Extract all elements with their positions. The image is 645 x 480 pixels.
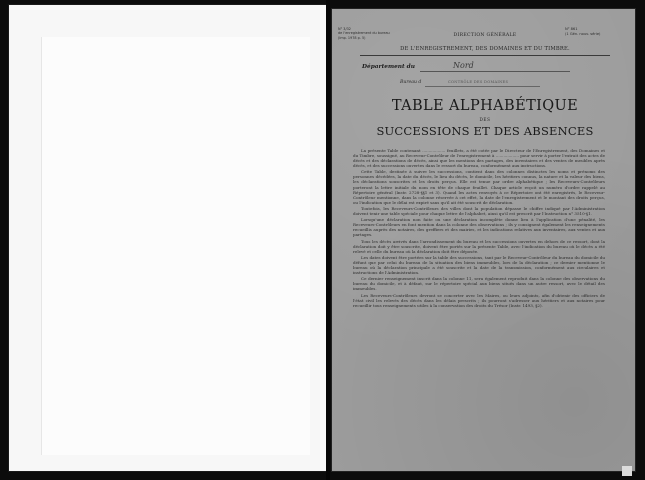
document-subtitle: SUCCESSIONS ET DES ABSENCES	[376, 124, 594, 138]
document-title: TABLE ALPHABÉTIQUE	[391, 98, 579, 114]
department-underline	[420, 71, 570, 72]
header-rule	[360, 55, 610, 56]
instruction-paragraph: Ce dernier renseignement inscrit dans la colonne 11, sera également reproduit dans la colonne des observations du bureau du domicile, et à défaut, sur le répertoire spécial aux biens situés dans un autre ressort, avec le détail des immeubles.	[353, 276, 605, 292]
department-label: Département du	[362, 64, 415, 70]
instruction-paragraph: Cette Table, destinée à suivre les successions, contient dans des colonnes distinctes les noms et prénoms des personnes décédées, la date du décès, le lieu du décès, le domicile, les héritiers connus, la nature et la valeur des biens, les déclarations souscrites et les droits perçus. Elle est tenue par ordre alphabétique ; les Receveurs-Contrôleurs porteront la lettre initiale du nom en tête de chaque feuillet. Chaque article reçoit un numéro d'ordre rappelé au Répertoire général (Instr. 2728-§§1 et 3). Quand les actes renvoyés à ce Répertoire ont été enregistrés, le Receveur-Contrôleur mentionne, dans la colonne réservée à cet effet, la date de l'enregistrement et le montant des droits perçus, ou l'indication que le délai est expiré sans qu'il ait été souscrit de déclaration.	[353, 169, 605, 205]
instructions-text	[353, 148, 605, 460]
bureau-label: Bureau d	[400, 80, 422, 85]
header-left-note	[338, 27, 390, 40]
instruction-paragraph: Les dates doivent être portées sur la table des successions, tant par le Receveur-Contrôleur du bureau du domicile du défunt que par celui du bureau de la situation des biens immeubles, lors de la déclaration ; ce dernier mentionne le bureau où la déclaration principale a été souscrite et la date de la transmission, conformément aux circulaires et instructions de l'Administration.	[353, 254, 605, 276]
instruction-paragraph: La présente Table contenant .................. feuillets, a été cotée par le Directeur de l'Enregistrement, des Domaines et du Timbre, soussigné, au Receveur-Contrôleur de l'enregistrement à .................. pour servir à porter l'extrait des actes de décès et des déclarations de décès, ainsi que les mentions des partages, des inventaires et des ventes de meubles après décès, et des successions ouvertes dans le ressort du bureau, conformément aux instructions.	[353, 148, 605, 169]
header-left-line: (Imp. 1978 p. 5)	[338, 35, 366, 40]
left-page-inner-sheet	[41, 37, 310, 455]
bureau-stamp: CONTRÔLE DES DOMAINES	[448, 80, 509, 84]
instruction-paragraph: Les Receveurs-Contrôleurs devront se concerter avec les Maires, ou leurs adjoints, afin d'obtenir des officiers de l'état civil les relevés des décès dans les délais prescrits ; ils pourront s'adresser aux héritiers et aux notaires pour recueillir tous renseignements utiles à la conservation des droits du Trésor (Instr. 1493, §2).	[353, 292, 605, 308]
left-page-blank	[8, 4, 328, 472]
form-number: N° 861	[565, 27, 578, 31]
administration-heading: DE L'ENREGISTREMENT, DES DOMAINES ET DU TIMBRE.	[400, 46, 570, 52]
direction-heading: DIRECTION GÉNÉRALE	[453, 33, 517, 38]
page-corner-tab	[622, 466, 632, 476]
header-left-line: de l'enregistrement du bureau	[338, 31, 390, 36]
book-spine	[326, 0, 330, 480]
instruction-paragraph: Lorsqu'une déclaration non faite ou une déclaration incomplète donne lieu à l'application d'une pénalité, les Receveurs-Contrôleurs en font mention dans la colonne des observations ; ils y consignent également les renseignements recueillis auprès des notaires, des greffiers et des mairies, et les indications relatives aux inventaires, aux ventes et aux partages.	[353, 217, 605, 238]
form-series: (1 Gén. nouv. série)	[565, 31, 601, 36]
instruction-paragraph: Toutefois, les Receveurs-Contrôleurs des villes dont la population dépasse le chiffre indiqué par l'Administration doivent tenir une table spéciale pour chaque lettre de l'alphabet, ainsi qu'il est prescrit par l'Instruction n° 3510-§1.	[353, 205, 605, 216]
instruction-paragraph: Tous les décès arrivés dans l'arrondissement du bureau et les successions ouvertes en dehors de ce ressort, dont la déclaration doit y être souscrite, doivent être portés sur la présente Table, avec l'indication du bureau où le décès a été relevé et celle du bureau où la déclaration doit être déposée.	[353, 238, 605, 254]
title-connector: DES	[479, 117, 491, 122]
header-left-line: N° 3/32	[338, 27, 351, 31]
bureau-underline	[425, 86, 540, 87]
department-handwritten: Nord	[453, 61, 474, 70]
